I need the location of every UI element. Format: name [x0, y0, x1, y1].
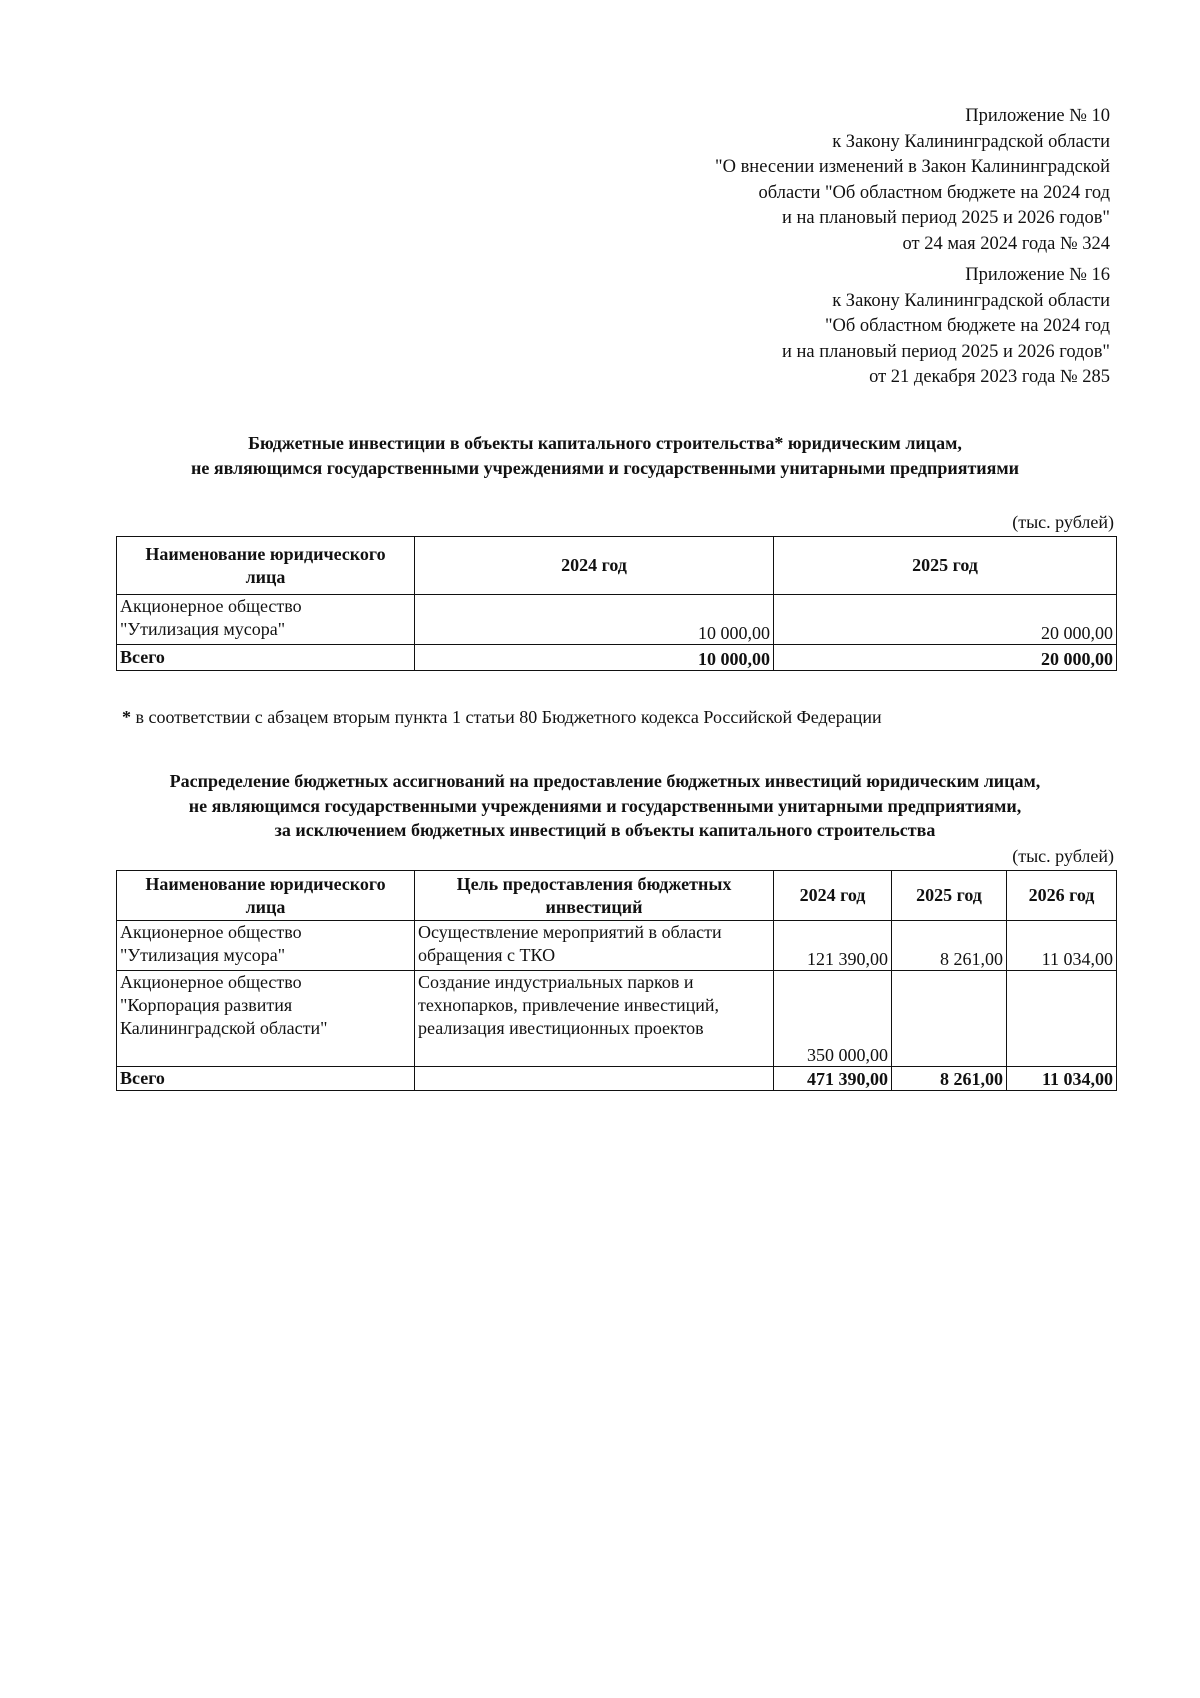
total-2025-cell: 20 000,00: [774, 645, 1117, 671]
header-2024: 2024 год: [774, 871, 892, 921]
appendix-16-line: Приложение № 16: [965, 265, 1110, 285]
total-2025-cell: 8 261,00: [892, 1067, 1007, 1091]
appendix-10-line: "О внесении изменений в Закон Калининградской: [715, 157, 1110, 177]
section-1-units: (тыс. рублей): [1012, 512, 1114, 532]
entity-name-cell: Акционерное общество "Корпорация развития Калининградской области": [117, 971, 415, 1067]
header-entity-name: Наименование юридического лица: [117, 871, 415, 921]
investment-allocation-table: [116, 870, 1117, 1091]
appendix-16-line: "Об областном бюджете на 2024 год: [824, 316, 1110, 336]
table-row: [117, 921, 1117, 971]
value-2025-cell: [892, 971, 1007, 1067]
total-label: Всего: [117, 645, 415, 671]
footnote: [122, 707, 882, 728]
entity-name-cell: Акционерное общество "Утилизация мусора": [117, 921, 415, 971]
value-2025-cell: 8 261,00: [892, 921, 1007, 971]
capital-investment-table: [116, 536, 1117, 671]
table-row: [117, 971, 1117, 1067]
section-2-title-line: не являющимся государственными учреждениями и государственными унитарными предприятиями,: [188, 795, 1022, 816]
appendix-10-line: и на плановый период 2025 и 2026 годов": [781, 208, 1110, 228]
header-2025: 2025 год: [774, 537, 1117, 595]
section-2-title-line: за исключением бюджетных инвестиций в объекты капитального строительства: [274, 820, 936, 840]
table-header-row: [117, 537, 1117, 595]
total-2024-cell: 471 390,00: [774, 1067, 892, 1091]
header-2025: 2025 год: [892, 871, 1007, 921]
header-purpose: Цель предоставления бюджетных инвестиций: [415, 871, 774, 921]
footnote-text: в соответствии с абзацем вторым пункта 1 статьи 80 Бюджетного кодекса Российской Федерации: [135, 707, 882, 727]
value-2024-cell: 10 000,00: [415, 595, 774, 645]
appendix-10-line: области "Об областном бюджете на 2024 год: [758, 182, 1110, 203]
appendix-16-line: от 21 декабря 2023 года № 285: [869, 367, 1110, 387]
table-header-row: [117, 871, 1117, 921]
appendix-16-line: к Закону Калининградской области: [832, 290, 1110, 311]
appendix-10-line: к Закону Калининградской области: [832, 131, 1110, 152]
appendix-16-header: [782, 263, 1110, 391]
appendix-10-line: от 24 мая 2024 года № 324: [902, 233, 1110, 254]
appendix-10-line: Приложение № 10: [965, 106, 1110, 126]
total-2024-cell: 10 000,00: [415, 645, 774, 671]
header-2024: 2024 год: [415, 537, 774, 595]
table-row: [117, 595, 1117, 645]
header-entity-name: Наименование юридического лица: [117, 537, 415, 595]
section-1-title: [100, 431, 1110, 480]
section-2-title-line: Распределение бюджетных ассигнований на предоставление бюджетных инвестиций юридическим лицам,: [169, 771, 1041, 791]
total-2026-cell: 11 034,00: [1007, 1067, 1117, 1091]
table-total-row: [117, 1067, 1117, 1091]
entity-name-cell: Акционерное общество "Утилизация мусора": [117, 595, 415, 645]
appendix-16-line: и на плановый период 2025 и 2026 годов": [781, 341, 1110, 362]
appendix-10-header: [715, 104, 1110, 257]
total-label: Всего: [117, 1067, 415, 1091]
table-total-row: [117, 645, 1117, 671]
footnote-star: *: [122, 707, 131, 727]
purpose-cell: Создание индустриальных парков и технопарков, привлечение инвестиций, реализация ивестиционных проектов: [415, 971, 774, 1067]
purpose-cell: Осуществление мероприятий в области обращения с ТКО: [415, 921, 774, 971]
total-purpose-cell: [415, 1067, 774, 1091]
section-2-title: [100, 769, 1110, 843]
section-1-title-line: Бюджетные инвестиции в объекты капитального строительства* юридическим лицам,: [248, 433, 962, 453]
section-1-title-line: не являющимся государственными учреждениями и государственными унитарными предприятиями: [190, 457, 1020, 478]
header-2026: 2026 год: [1007, 871, 1117, 921]
value-2025-cell: 20 000,00: [774, 595, 1117, 645]
value-2024-cell: 350 000,00: [774, 971, 892, 1067]
value-2026-cell: 11 034,00: [1007, 921, 1117, 971]
value-2026-cell: [1007, 971, 1117, 1067]
section-2-units: (тыс. рублей): [1012, 846, 1114, 866]
value-2024-cell: 121 390,00: [774, 921, 892, 971]
